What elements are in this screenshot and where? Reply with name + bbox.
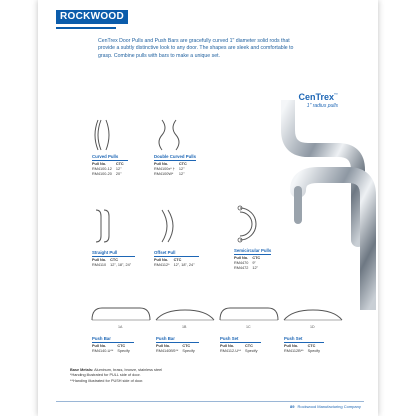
handing-note-push: **Handing illustrated for PUSH side of door. xyxy=(70,378,144,383)
product-title: Push Bar xyxy=(156,336,199,343)
ctc-value: 12" xyxy=(252,266,258,270)
table-row xyxy=(220,349,261,354)
push-set-b-spec xyxy=(284,336,324,354)
ctc-value: Specify xyxy=(245,349,258,353)
dimension-label: 1C xyxy=(246,325,251,329)
chrome-pull-photo xyxy=(278,100,378,310)
push-set-u-spec xyxy=(220,336,261,354)
push-set-b-drawing xyxy=(282,302,344,324)
pull-number: RM4100x* † xyxy=(154,167,175,171)
column-header: Pull No. xyxy=(92,344,107,348)
table-row xyxy=(92,263,135,268)
product-title: Curved Pulls xyxy=(92,154,128,161)
column-header: Pull No. xyxy=(92,162,107,166)
brand-name: CenTrex xyxy=(298,92,334,102)
pull-number: RM4112-U** xyxy=(220,349,242,353)
push-set-u-drawing xyxy=(218,302,280,324)
base-metals-label: Base Metals: xyxy=(70,368,94,372)
spec-table xyxy=(284,344,324,354)
trademark-symbol: ™ xyxy=(334,92,338,97)
curved-pull-drawing xyxy=(90,118,114,152)
semicircular-pull-drawing xyxy=(234,204,264,244)
dimension-label: 1A xyxy=(118,325,123,329)
spec-table xyxy=(92,258,135,268)
handing-note-pull: *Handing illustrated for PULL side of door. xyxy=(70,373,141,378)
pull-number: RM4112B** xyxy=(284,349,304,353)
double-curved-pull-drawing xyxy=(156,118,182,152)
column-header: CTC xyxy=(245,344,253,348)
column-header: CTC xyxy=(307,344,316,348)
ctc-value: 12" xyxy=(178,172,185,176)
column-header: Pull No. xyxy=(234,256,249,260)
offset-pull-spec xyxy=(154,250,199,268)
table-row xyxy=(154,263,199,268)
table-row xyxy=(156,349,199,354)
spec-table xyxy=(156,344,199,354)
ctc-value: 12", 18", 24" xyxy=(173,263,195,267)
footer-divider xyxy=(56,401,364,402)
dimension-label: 1D xyxy=(310,325,315,329)
column-header: CTC xyxy=(178,162,187,166)
pull-number: RM4472 xyxy=(234,266,249,270)
product-line-subtitle: 1" radius pulls xyxy=(306,103,338,109)
pull-number: RM4100-20 xyxy=(92,172,112,176)
product-title: Push Set xyxy=(220,336,261,343)
straight-pull-drawing xyxy=(92,208,112,244)
push-bar-u-drawing xyxy=(90,302,152,324)
ctc-value: 12" xyxy=(178,167,185,171)
spec-table xyxy=(154,162,191,177)
ctc-value: 9" xyxy=(252,261,256,265)
table-row xyxy=(92,172,128,177)
column-header: CTC xyxy=(110,258,118,262)
column-header: CTC xyxy=(115,162,124,166)
product-title: Straight Pull xyxy=(92,250,135,257)
column-header: Pull No. xyxy=(92,258,107,262)
ctc-value: Specify xyxy=(117,349,130,353)
product-title: Double Curved Pulls xyxy=(154,154,197,159)
curved-pulls-spec xyxy=(92,154,128,177)
pull-number: RM4100-12 xyxy=(92,167,112,171)
page-number: 89 xyxy=(290,404,295,409)
column-header: Pull No. xyxy=(154,258,169,262)
push-bar-u-spec xyxy=(92,336,134,354)
company-name: Rockwood Manufacturing Company xyxy=(297,404,361,409)
product-title: Push Set xyxy=(284,336,324,343)
push-bar-bs-drawing xyxy=(154,302,216,324)
base-metals-value: Aluminum, brass, bronze, stainless steel xyxy=(94,368,163,372)
double-curved-pulls-spec xyxy=(154,154,196,177)
table-row xyxy=(234,266,264,271)
pull-number: RM4470 xyxy=(234,261,249,265)
pull-number: RM4112* xyxy=(154,263,170,267)
pull-number: RM4140BS** xyxy=(156,349,179,353)
product-title: Offset Pull xyxy=(154,250,199,257)
spec-table xyxy=(154,258,199,268)
ctc-value: 12", 18", 24" xyxy=(110,263,132,267)
table-row xyxy=(92,349,134,354)
ctc-value: Specify xyxy=(307,349,321,353)
intro-paragraph: CenTrex Door Pulls and Push Bars are gracefully curved 1" diameter solid rods that provide a subtly distinctive look to any door. The shapes are sleek and comfortable to grasp. Combine pulls with bars to make a unique set. xyxy=(98,38,294,59)
column-header: Pull No. xyxy=(220,344,235,348)
pull-number: RM4110 xyxy=(92,263,107,267)
column-header: Pull No. xyxy=(284,344,299,348)
column-header: Pull No. xyxy=(154,162,169,166)
logo-underline xyxy=(56,27,116,29)
straight-pull-spec xyxy=(92,250,135,268)
rockwood-logo: ROCKWOOD xyxy=(56,10,128,24)
footer-notes xyxy=(70,368,270,384)
column-header: CTC xyxy=(182,344,191,348)
column-header: Pull No. xyxy=(156,344,171,348)
product-title: Semicircular Pulls xyxy=(234,248,272,253)
dimension-label: 1B xyxy=(182,325,187,329)
catalog-page xyxy=(38,0,378,416)
push-bar-bs-spec xyxy=(156,336,199,354)
column-header: CTC xyxy=(117,344,126,348)
ctc-value: 12" xyxy=(115,167,122,171)
column-header: CTC xyxy=(173,258,182,262)
spec-table xyxy=(92,162,128,177)
offset-pull-drawing xyxy=(156,208,180,244)
product-title: Push Bar xyxy=(92,336,134,343)
spec-table xyxy=(92,344,134,354)
spec-table xyxy=(220,344,261,354)
column-header: CTC xyxy=(252,256,261,260)
pull-number: RM4140-U** xyxy=(92,349,114,353)
ctc-value: Specify xyxy=(182,349,195,353)
page-footer xyxy=(290,404,361,409)
table-row xyxy=(284,349,324,354)
ctc-value: 20" xyxy=(115,172,122,176)
spec-table xyxy=(234,256,264,271)
pull-number: RM4100W* xyxy=(154,172,174,176)
table-row xyxy=(154,172,191,177)
semicircular-pulls-spec xyxy=(234,248,271,271)
